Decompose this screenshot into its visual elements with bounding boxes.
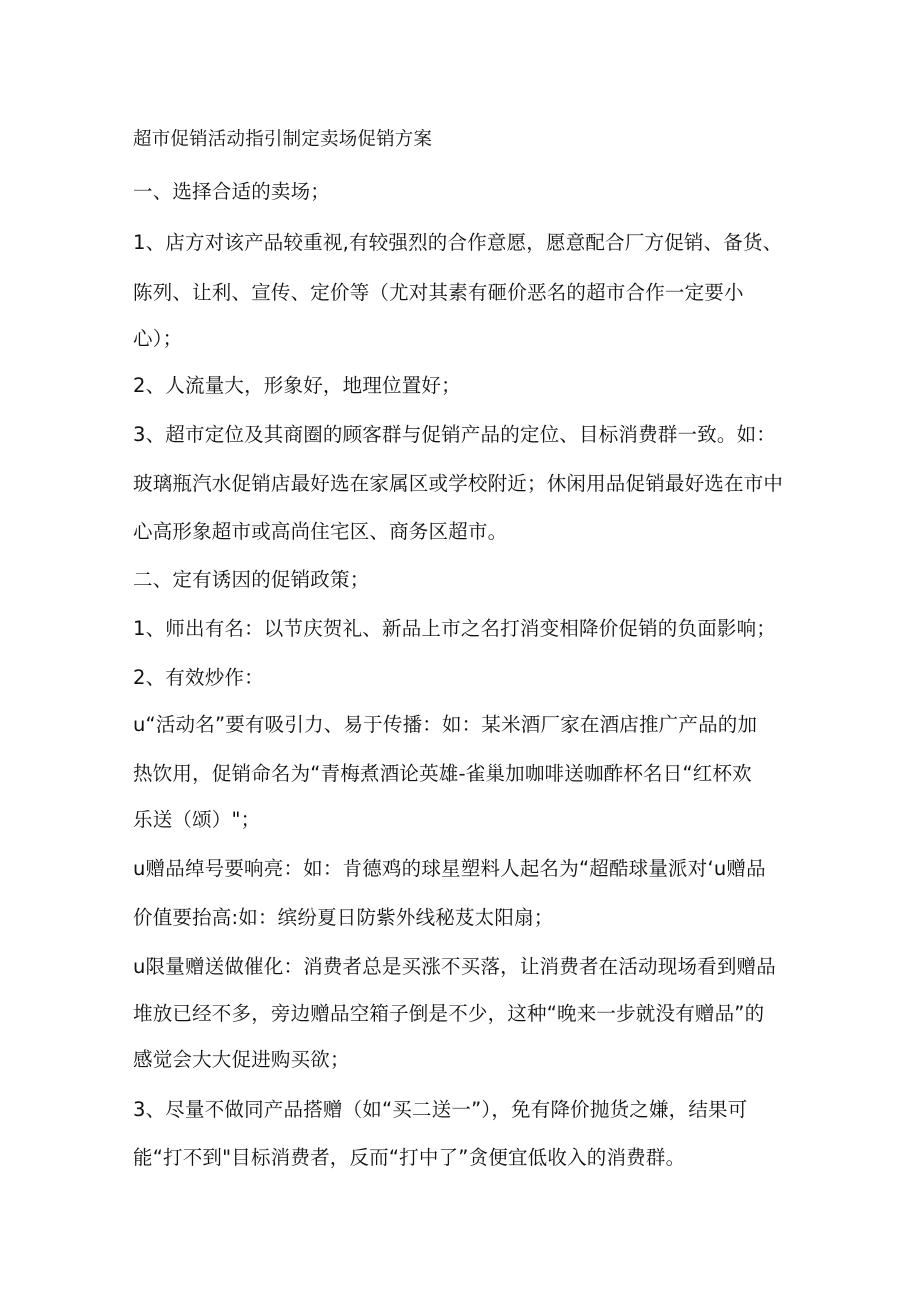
paragraph-line: 3、超市定位及其商圈的顾客群与促销产品的定位、目标消费群一致。如： xyxy=(133,423,777,446)
paragraph-line: 陈列、让利、宣传、定价等（尤对其素有砸价恶名的超市合作一定要小 xyxy=(133,281,744,304)
paragraph-line: 感觉会大大促进购买欲； xyxy=(133,1048,350,1071)
paragraph-line: 1、店方对该产品较重视,有较强烈的合作意愿，愿意配合厂方促销、备货、 xyxy=(133,231,783,254)
section-heading-2: 二、定有诱因的促销政策； xyxy=(133,568,370,591)
paragraph-line: 热饮用，促销命名为“青梅煮酒论英雄-雀巢加咖啡送咖酢杯名日“红杯欢 xyxy=(133,762,752,785)
paragraph-line: 堆放已经不多，旁边赠品空箱子倒是不少，这种“晚来一步就没有赠品”的 xyxy=(133,1002,765,1025)
paragraph-line: 2、人流量大，形象好，地理位置好； xyxy=(133,374,461,397)
paragraph-line: 心高形象超市或高尚住宅区、商务区超市。 xyxy=(133,520,508,543)
paragraph-line: u限量赠送做催化：消费者总是买涨不买落，让消费者在活动现场看到赠品 xyxy=(133,955,776,978)
paragraph-line: 1、师出有名：以节庆贺礼、新品上市之名打消变相降价促销的负面影响； xyxy=(133,617,777,640)
paragraph-line: u赠品绰号要响亮：如：肯德鸡的球星塑料人起名为“超酷球量派对‘u赠品 xyxy=(133,857,766,880)
paragraph-line: 心）； xyxy=(133,327,183,350)
paragraph-line: 价值要抬高:如：缤纷夏日防紫外线秘芨太阳扇； xyxy=(133,906,554,929)
paragraph-line: 乐送（颂）"； xyxy=(133,808,261,831)
paragraph-line: 2、有效炒作： xyxy=(133,666,264,689)
paragraph-line: u“活动名”要有吸引力、易于传播：如：某米酒厂家在酒店推广产品的加 xyxy=(133,713,758,736)
section-heading-1: 一、选择合适的卖场； xyxy=(133,180,331,203)
paragraph-line: 玻璃瓶汽水促销店最好选在家属区或学校附近；休闲用品促销最好选在市中 xyxy=(133,472,784,495)
paragraph-line: 能“打不到"目标消费者，反而“打中了”贪便宜低收入的消费群。 xyxy=(133,1146,686,1169)
document-title: 超市促销活动指引制定卖场促销方案 xyxy=(133,129,433,150)
paragraph-line: 3、尽量不做同产品搭赠（如“买二送一”），免有降价抛货之嫌，结果可 xyxy=(133,1098,748,1121)
